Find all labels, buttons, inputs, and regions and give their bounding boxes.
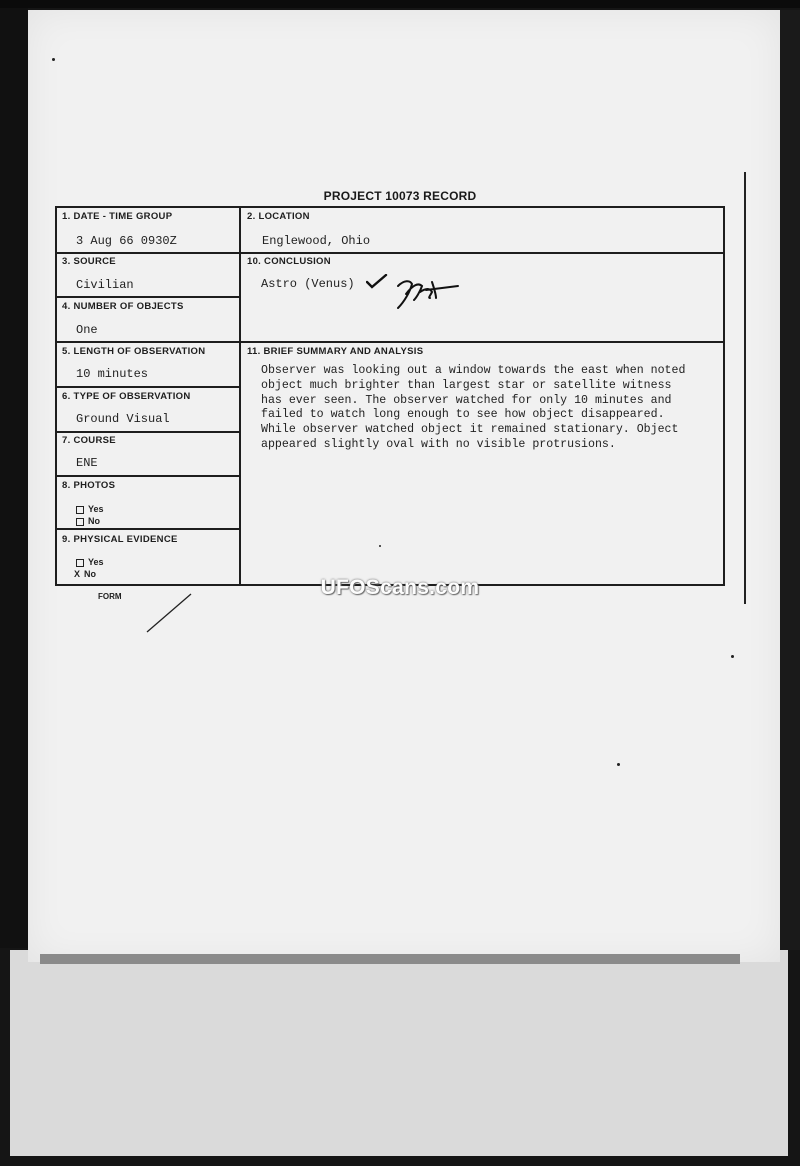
row-divider bbox=[240, 341, 724, 343]
location-label: 2. LOCATION bbox=[247, 211, 310, 222]
date-time-value: 3 Aug 66 0930Z bbox=[76, 234, 177, 248]
conclusion-label: 10. CONCLUSION bbox=[247, 256, 331, 267]
summary-line: has ever seen. The observer watched for only 10 minutes and bbox=[261, 393, 672, 407]
summary-text bbox=[261, 364, 719, 453]
course-value: ENE bbox=[76, 456, 98, 470]
row-divider bbox=[56, 252, 240, 254]
scan-left-edge bbox=[0, 8, 28, 948]
source-value: Civilian bbox=[76, 278, 134, 292]
length-of-observation-label: 5. LENGTH OF OBSERVATION bbox=[62, 346, 206, 357]
row-divider bbox=[56, 431, 240, 433]
photos-no-option bbox=[76, 516, 100, 526]
photos-no-label: No bbox=[88, 516, 100, 526]
physical-evidence-label: 9. PHYSICAL EVIDENCE bbox=[62, 534, 178, 545]
date-time-label: 1. DATE - TIME GROUP bbox=[62, 211, 173, 222]
underlying-sheet bbox=[10, 950, 788, 1156]
photos-label: 8. PHOTOS bbox=[62, 480, 116, 491]
physical-evidence-no-label: No bbox=[84, 569, 97, 579]
type-of-observation-label: 6. TYPE OF OBSERVATION bbox=[62, 391, 191, 402]
summary-label: 11. BRIEF SUMMARY AND ANALYSIS bbox=[247, 346, 424, 357]
course-label: 7. COURSE bbox=[62, 435, 116, 446]
form-title: PROJECT 10073 RECORD bbox=[323, 189, 477, 203]
watermark-text: UFOScans.com bbox=[320, 576, 480, 599]
checkbox-icon bbox=[76, 506, 84, 514]
number-of-objects-value: One bbox=[76, 323, 98, 337]
summary-line: Observer was looking out a window towards the east when noted bbox=[261, 364, 686, 377]
scan-top-edge bbox=[0, 0, 800, 8]
scan-right-edge bbox=[780, 10, 800, 950]
checkbox-icon bbox=[76, 518, 84, 526]
page-edge-line bbox=[744, 172, 746, 604]
row-divider bbox=[240, 252, 724, 254]
photos-yes-option bbox=[76, 504, 104, 514]
conclusion-value: Astro (Venus) bbox=[261, 277, 355, 291]
form-footer-label: FORM bbox=[98, 592, 122, 601]
summary-line: failed to watch long enough to see how object disappeared. bbox=[261, 408, 665, 422]
row-divider bbox=[56, 528, 240, 530]
checkmark-icon bbox=[366, 274, 388, 290]
physical-evidence-yes-label: Yes bbox=[88, 557, 104, 567]
summary-line: appeared slightly oval with no visible protrusions. bbox=[261, 437, 616, 451]
photos-yes-label: Yes bbox=[88, 504, 104, 514]
dust-speck bbox=[617, 763, 620, 766]
summary-line: object much brighter than largest star or satellite witness bbox=[261, 378, 672, 392]
physical-evidence-no-mark: X bbox=[74, 569, 81, 579]
source-label: 3. SOURCE bbox=[62, 256, 116, 267]
dust-speck bbox=[731, 655, 734, 658]
handwritten-initials bbox=[392, 272, 462, 312]
checkbox-icon bbox=[76, 559, 84, 567]
row-divider bbox=[56, 475, 240, 477]
physical-evidence-yes-option bbox=[76, 557, 104, 567]
summary-line: While observer watched object it remained stationary. Object bbox=[261, 423, 679, 437]
page-shadow-strip bbox=[40, 954, 740, 964]
row-divider bbox=[56, 386, 240, 388]
type-of-observation-value: Ground Visual bbox=[76, 412, 170, 426]
number-of-objects-label: 4. NUMBER OF OBJECTS bbox=[62, 301, 184, 312]
row-divider bbox=[56, 296, 240, 298]
location-value: Englewood, Ohio bbox=[262, 234, 371, 248]
length-of-observation-value: 10 minutes bbox=[76, 367, 149, 381]
row-divider bbox=[56, 341, 240, 343]
dust-speck bbox=[52, 58, 55, 61]
